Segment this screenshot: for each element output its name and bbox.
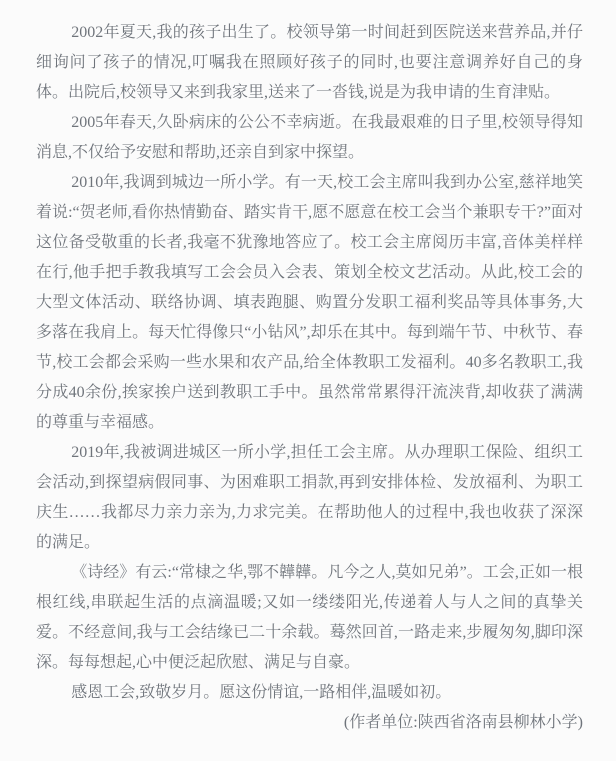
author-affiliation: (作者单位:陕西省洛南县柳林小学): [343, 714, 583, 731]
paragraph: 2005年春天,久卧病床的公公不幸病逝。在我最艰难的日子里,校领导得知消息,不仅给予安慰和帮助,还亲自到家中探望。: [36, 114, 583, 161]
paragraph: 感恩工会,致敬岁月。愿这份情谊,一路相伴,温暖如初。: [71, 684, 452, 701]
paragraph: 2019年,我被调进城区一所小学,担任工会主席。从办理职工保险、组织工会活动,到探望病假同事、为困难职工捐款,再到安排体检、发放福利、为职工庆生……我都尽力亲力亲为,力求完美。在帮助他人的过程中,我也收获了深深的满足。: [36, 444, 583, 551]
paragraph: 2010年,我调到城边一所小学。有一天,校工会主席叫我到办公室,慈祥地笑着说:“贺老师,看你热情勤奋、踏实肯干,愿不愿意在校工会当个兼职专干?”面对这位备受敬重的长者,我毫不犹豫地答应了。校工会主席阅历丰富,音体美样样在行,他手把手教我填写工会会员入会表、策划全校文艺活动。从此,校工会的大型文体活动、联络协调、填表跑腿、购置分发职工福利奖品等具体事务,大多落在我肩上。每天忙得像只“小钻风”,却乐在其中。每到端午节、中秋节、春节,校工会都会采购一些水果和农产品,给全体教职工发福利。40多名教职工,我分成40余份,挨家挨户送到教职工手中。虽然常常累得汗流浃背,却收获了满满的尊重与幸福感。: [36, 174, 583, 431]
paragraph: 2002年夏天,我的孩子出生了。校领导第一时间赶到医院送来营养品,并仔细询问了孩子的情况,叮嘱我在照顾好孩子的同时,也要注意调养好自己的身体。出院后,校领导又来到我家里,送来了一沓钱,说是为我申请的生育津贴。: [36, 24, 583, 101]
paragraph: 《诗经》有云:“常棣之华,鄂不韡韡。凡今之人,莫如兄弟”。工会,正如一根根红线,串联起生活的点滴温暖;又如一缕缕阳光,传递着人与人之间的真挚关爱。不经意间,我与工会结缘已二十余载。蓦然回首,一路走来,步履匆匆,脚印深深。每每想起,心中便泛起欣慰、满足与自豪。: [36, 564, 583, 671]
